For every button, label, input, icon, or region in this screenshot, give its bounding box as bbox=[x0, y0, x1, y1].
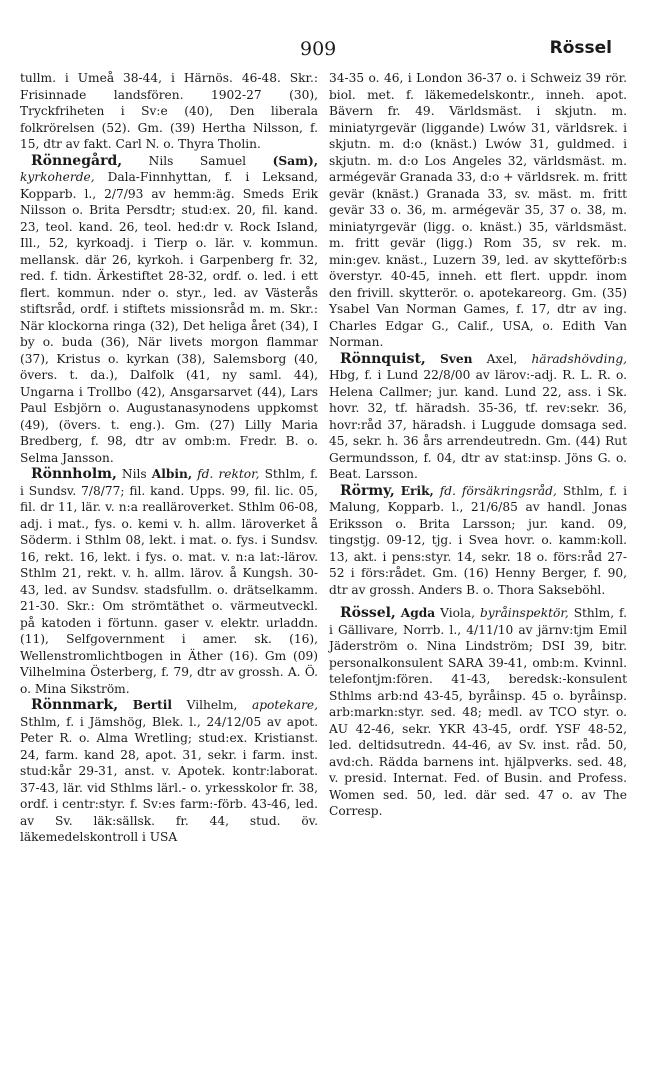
entry-body: Hbg, f. i Lund 22/8/00 av lärov:-adj. R. L. R. o. Helena Callmer; jur. kand. Lund 22, ass. i Sk. hovr. 32, tf. häradsh. 35-36, tf. rev:sekr. 36, hovr:råd 37, häradsh. i Luggude domsaga sed. 45, sekr. h. 36 års arrendeutredn. Gm. (44) Rut Germundsson, f. 04, dtr av stat:insp. Jöns G. o. Beat. Larsson. bbox=[329, 368, 627, 481]
entry-continuation: 34-35 o. 46, i London 36-37 o. i Schweiz 39 rör. biol. met. f. läkemedelskontr., inneh. apot. Bävern fr. 49. Världsmäst. i skjutn. m. miniatyrgevär (liggande) Lwów 31, världsrek. i skjutn. m. d:o (knäst.) Lwów 31, guldmed. i skjutn. m. d:o Los Angeles 32, världsmäst. m. armégevär Granada 33, d:o + världsrek. m. fritt gevär (knäst.) Granada 33, sv. mäst. m. fritt gevär 33 o. 36, m. armégevär 35, 37 o. 38, m. miniatyrgevär (ligg. o. knäst.) 35, världsmäst. m. fritt gevär (ligg.) Rom 35, sv rek. m. min:gev. knäst., Luzern 39, led. av skytteförb:s överstyr. 40-45, inneh. ett flert. uppdr. inom den frivill. skytterör. o. apotekareorg. Gm. (35) Ysabel Van Norman Games, f. 17, dtr av ing. Charles Edgar G., Calif., USA, o. Edith Van Norman. bbox=[329, 71, 627, 349]
entry-body: Sthlm, f. i Gällivare, Norrb. l., 4/11/10 av järnv:tjm Emil Jäderström o. Nina Lindström; DSI 39, bitr. personalkonsulent SARA 39-41, omb:m. Kvinnl. telefontjm:fören. 41-43, beredsk:-konsulent Sthlms arb:nd 43-45, byråinsp. 45 o. byråinsp. arb:markn:styr. sed. 48; medl. av TCO styr. o. AU 42-46, sekr. YKR 43-45, ordf. YSF 48-52, led. deltidsutredn. 44-46, av Sv. inst. råd. 50, avd:ch. Rädda barnens int. hjälpverks. sed. 48, v. presid. Internat. Fed. of Busin. and Profess. Women sed. 50, led. där sed. 47 o. av The Corresp. bbox=[329, 606, 628, 818]
left-column bbox=[20, 70, 318, 846]
running-head: Rössel bbox=[549, 38, 612, 58]
page-header bbox=[0, 38, 664, 68]
entry-surname: Rönnholm, bbox=[30, 466, 117, 482]
entry-title: kyrkoherde, bbox=[20, 170, 95, 184]
right-column bbox=[329, 70, 627, 820]
entry-callname: Bertil bbox=[132, 698, 173, 712]
entry-given-name: Viola, bbox=[440, 606, 475, 620]
entry-body: Dala-Finnhyttan, f. i Leksand, Kopparb. l., 2/7/93 av hemm:äg. Smeds Erik Nilsson o. Brita Persdtr; stud:ex. 20, fil. kand. 23, teol. kand. 26, teol. hed:dr v. Rock Island, Ill., 52, kyrkoadj. i Tierp o. lär. v. kommun. mellansk. där 26, kyrkoh. i Garpenberg fr. 32, red. f. tidn. Ärkestiftet 28-32, ordf. o. led. i ett flert. kommun. nder o. styr., led. av Västerås stiftsråd, ordf. i stiftets missionsråd m. m. Skr.: När klockorna ringa (32), Det heliga året (34), I by o. buda (36), När livets morgon flammar (37), Kristus o. kyrkan (38), Salemsborg (40, övers. t. da.), Dalfolk (41, ny saml. 44), Ungarna i Trollbo (42), Ansgarsarvet (44), Lars Paul Esbjörn o. Augustanasynodens uppkomst (49), (övers. t. eng.). Gm. (27) Lilly Maria Bredberg, f. 98, dtr av omb:m. Fredr. B. o. Selma Jansson. bbox=[20, 170, 318, 465]
entry-callname: Agda bbox=[400, 606, 436, 620]
biography-entry bbox=[20, 153, 318, 467]
entry-given-name: Vilhelm, bbox=[186, 698, 238, 712]
biography-entry bbox=[20, 697, 318, 846]
entry-callname: Erik, bbox=[400, 483, 434, 498]
biography-entry bbox=[329, 483, 627, 599]
entry-given-name: Axel, bbox=[486, 351, 518, 366]
entry-body: Sthlm, f. i Jämshög, Blek. l., 24/12/05 av apot. Peter R. o. Alma Wretling; stud:ex. Kristianst. 24, farm. kand 28, apot. 31, sekr. i farm. inst. stud:kår 29-31, anst. v. Apotek. kontr:laborat. 37-43, lär. vid Sthlms lärl.- o. yrkesskolor fr. 38, ordf. i centr:styr. f. Sv:es farm:-förb. 43-46, led. av Sv. läk:sällsk. fr. 44, stud. öv. läkemedelskontroll i USA bbox=[20, 714, 318, 844]
biography-entry bbox=[329, 605, 627, 820]
entry-title: apotekare, bbox=[251, 698, 319, 712]
entry-surname: Rössel, bbox=[339, 605, 396, 621]
entry-body: Sthlm, f. i Malung, Kopparb. l., 21/6/85 av handl. Jonas Eriksson o. Brita Larsson; jur. kand. 09, tingstjg. 09-12, tjg. i Svea hovr. o. kamm:koll. 13, akt. i pens:styr. 14, sekr. 18 o. förs:råd 27-52 i förs:rådet. Gm. (16) Henny Berger, f. 90, dtr av grossh. Anders B. o. Thora Sakseböhl. bbox=[329, 483, 627, 597]
entry-title: byråinspektör, bbox=[479, 606, 569, 620]
entry-body: Sthlm, f. i Sundsv. 7/8/77; fil. kand. Upps. 99, fil. lic. 05, fil. dr 11, lär. v. n:a realläroverket. Sthlm 06-08, adj. i mat., fys. o. kemi v. h. allm. läroverket å Söderm. i Sthlm 08, lekt. i mat. o. fys. i Sundsv. 16, rekt. 16, lekt. i fys. o. mat. v. n:a lat:-lärov. Sthlm 21, rekt. v. h. allm. lärov. å Kungsh. 30-43, led. av Sundsv. stadsfullm. o. drätselkamm. 21-30. Skr.: Om strömtäthet o. värmeutveckl. på katoden i förtunn. gaser v. elektr. urladdn. (11), Selfgovernment i amer. sk. (16), Wellenstromlichtbogen in Äther (16). Gm (09) Vilhelmina Österberg, f. 79, dtr av grossh. A. Ö. o. Mina Sikström. bbox=[20, 467, 319, 696]
entry-given-name: Nils Samuel bbox=[148, 153, 247, 168]
entry-callname: (Sam), bbox=[272, 153, 319, 168]
entry-title: häradshövding, bbox=[531, 351, 628, 366]
entry-callname: Albin, bbox=[151, 467, 193, 481]
page-number: 909 bbox=[300, 38, 337, 60]
entry-surname: Rönnquist, bbox=[339, 350, 426, 367]
entry-surname: Rörmy, bbox=[339, 482, 395, 499]
entry-title: fd. försäkringsråd, bbox=[439, 483, 557, 498]
entry-surname: Rönnegård, bbox=[30, 152, 123, 169]
biography-entry bbox=[20, 466, 318, 697]
entry-given-name: Nils bbox=[121, 467, 147, 481]
biography-entry bbox=[329, 351, 627, 483]
entry-continuation: tullm. i Umeå 38-44, i Härnös. 46-48. Skr.: Frisinnade landsfören. 1902-27 (30), Tryckfriheten i Sv:e (40), Den liberala folkrörelsen (52). Gm. (39) Hertha Nilsson, f. 15, dtr av fakt. Carl N. o. Thyra Tholin. bbox=[20, 71, 318, 151]
entry-callname: Sven bbox=[439, 351, 473, 366]
entry-surname: Rönnmark, bbox=[30, 697, 119, 713]
entry-title: fd. rektor, bbox=[197, 467, 260, 481]
